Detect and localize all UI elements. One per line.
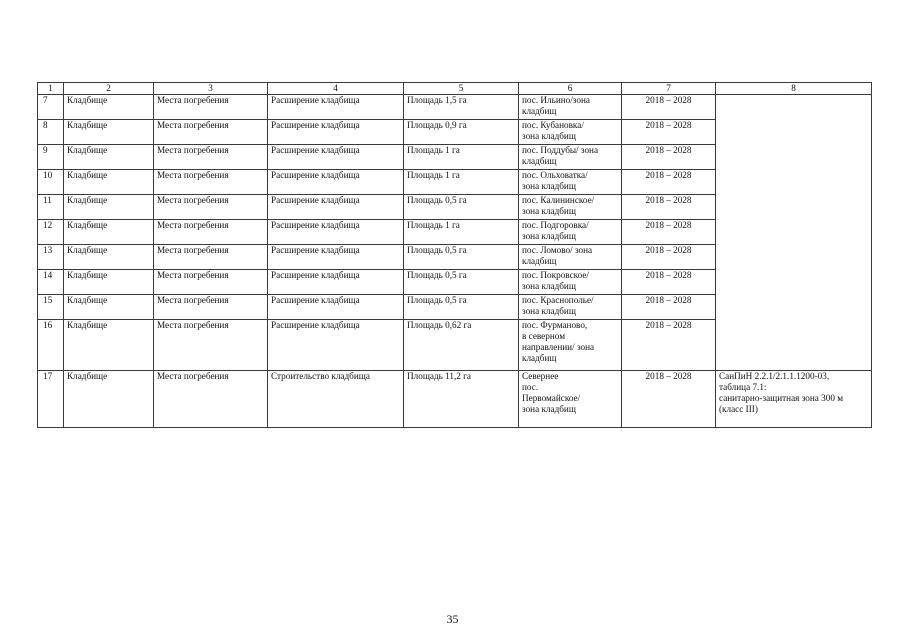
location: пос. Подгоровка/ зона кладбищ [519, 220, 622, 245]
object-purpose: Места погребения [154, 195, 268, 220]
area: Площадь 0,5 га [404, 195, 519, 220]
planned-action: Расширение кладбища [268, 220, 404, 245]
period: 2018 – 2028 [622, 220, 716, 245]
object-purpose: Места погребения [154, 320, 268, 371]
header-cell: 7 [622, 83, 716, 95]
object-purpose: Места погребения [154, 295, 268, 320]
object-purpose: Места погребения [154, 145, 268, 170]
planned-action: Расширение кладбища [268, 270, 404, 295]
planned-action: Расширение кладбища [268, 320, 404, 371]
row-number: 11 [38, 195, 64, 220]
header-cell: 4 [268, 83, 404, 95]
location: пос. Покровское/ зона кладбищ [519, 270, 622, 295]
row-number: 17 [38, 371, 64, 428]
row-number: 13 [38, 245, 64, 270]
object-type: Кладбище [64, 120, 154, 145]
area: Площадь 1 га [404, 145, 519, 170]
planned-action: Расширение кладбища [268, 245, 404, 270]
header-cell: 2 [64, 83, 154, 95]
object-purpose: Места погребения [154, 220, 268, 245]
row-number: 15 [38, 295, 64, 320]
row-number: 9 [38, 145, 64, 170]
header-cell: 8 [716, 83, 872, 95]
row-number: 8 [38, 120, 64, 145]
header-cell: 5 [404, 83, 519, 95]
object-purpose: Места погребения [154, 95, 268, 120]
header-cell: 1 [38, 83, 64, 95]
object-type: Кладбище [64, 170, 154, 195]
location: пос. Ильино/зона кладбищ [519, 95, 622, 120]
location: пос. Ломово/ зона кладбищ [519, 245, 622, 270]
object-type: Кладбище [64, 195, 154, 220]
note-cell-empty [716, 95, 872, 371]
location: пос. Фурманово, в северном направлении/ зона кладбищ [519, 320, 622, 371]
row-number: 12 [38, 220, 64, 245]
area: Площадь 0,5 га [404, 295, 519, 320]
area: Площадь 0,9 га [404, 120, 519, 145]
table-row [38, 371, 872, 428]
period: 2018 – 2028 [622, 270, 716, 295]
object-purpose: Места погребения [154, 120, 268, 145]
period: 2018 – 2028 [622, 195, 716, 220]
planned-action: Расширение кладбища [268, 120, 404, 145]
row-number: 16 [38, 320, 64, 371]
object-type: Кладбище [64, 371, 154, 428]
period: 2018 – 2028 [622, 245, 716, 270]
object-purpose: Места погребения [154, 371, 268, 428]
area: Площадь 1,5 га [404, 95, 519, 120]
planning-table [37, 82, 872, 428]
object-type: Кладбище [64, 245, 154, 270]
row-number: 10 [38, 170, 64, 195]
object-purpose: Места погребения [154, 245, 268, 270]
area: Площадь 0,62 га [404, 320, 519, 371]
area: Площадь 11,2 га [404, 371, 519, 428]
planned-action: Расширение кладбища [268, 145, 404, 170]
object-type: Кладбище [64, 145, 154, 170]
period: 2018 – 2028 [622, 120, 716, 145]
sanitary-note: СанПиН 2.2.1/2.1.1.1200-03, таблица 7.1: санитарно-защитная зона 300 м (класс III) [716, 371, 872, 428]
object-purpose: Места погребения [154, 270, 268, 295]
location: пос. Краснополье/ зона кладбищ [519, 295, 622, 320]
location: пос. Поддубы/ зона кладбищ [519, 145, 622, 170]
object-type: Кладбище [64, 295, 154, 320]
object-type: Кладбище [64, 95, 154, 120]
object-purpose: Места погребения [154, 170, 268, 195]
row-number: 14 [38, 270, 64, 295]
page-number: 35 [446, 612, 459, 626]
header-row [38, 83, 872, 95]
period: 2018 – 2028 [622, 320, 716, 371]
area: Площадь 0,5 га [404, 245, 519, 270]
row-number: 7 [38, 95, 64, 120]
period: 2018 – 2028 [622, 170, 716, 195]
location: пос. Ольховатка/ зона кладбищ [519, 170, 622, 195]
object-type: Кладбище [64, 220, 154, 245]
period: 2018 – 2028 [622, 295, 716, 320]
planned-action: Расширение кладбища [268, 170, 404, 195]
area: Площадь 0,5 га [404, 270, 519, 295]
object-type: Кладбище [64, 270, 154, 295]
location: пос. Калининское/ зона кладбищ [519, 195, 622, 220]
header-cell: 6 [519, 83, 622, 95]
table-row [38, 95, 872, 120]
area: Площадь 1 га [404, 170, 519, 195]
period: 2018 – 2028 [622, 95, 716, 120]
planned-action: Расширение кладбища [268, 95, 404, 120]
period: 2018 – 2028 [622, 371, 716, 428]
planned-action: Строительство кладбища [268, 371, 404, 428]
area: Площадь 1 га [404, 220, 519, 245]
object-type: Кладбище [64, 320, 154, 371]
planned-action: Расширение кладбища [268, 195, 404, 220]
planned-action: Расширение кладбища [268, 295, 404, 320]
location: пос. Кубановка/ зона кладбищ [519, 120, 622, 145]
header-cell: 3 [154, 83, 268, 95]
location: Севернее пос. Первомайское/ зона кладбищ [519, 371, 622, 428]
period: 2018 – 2028 [622, 145, 716, 170]
